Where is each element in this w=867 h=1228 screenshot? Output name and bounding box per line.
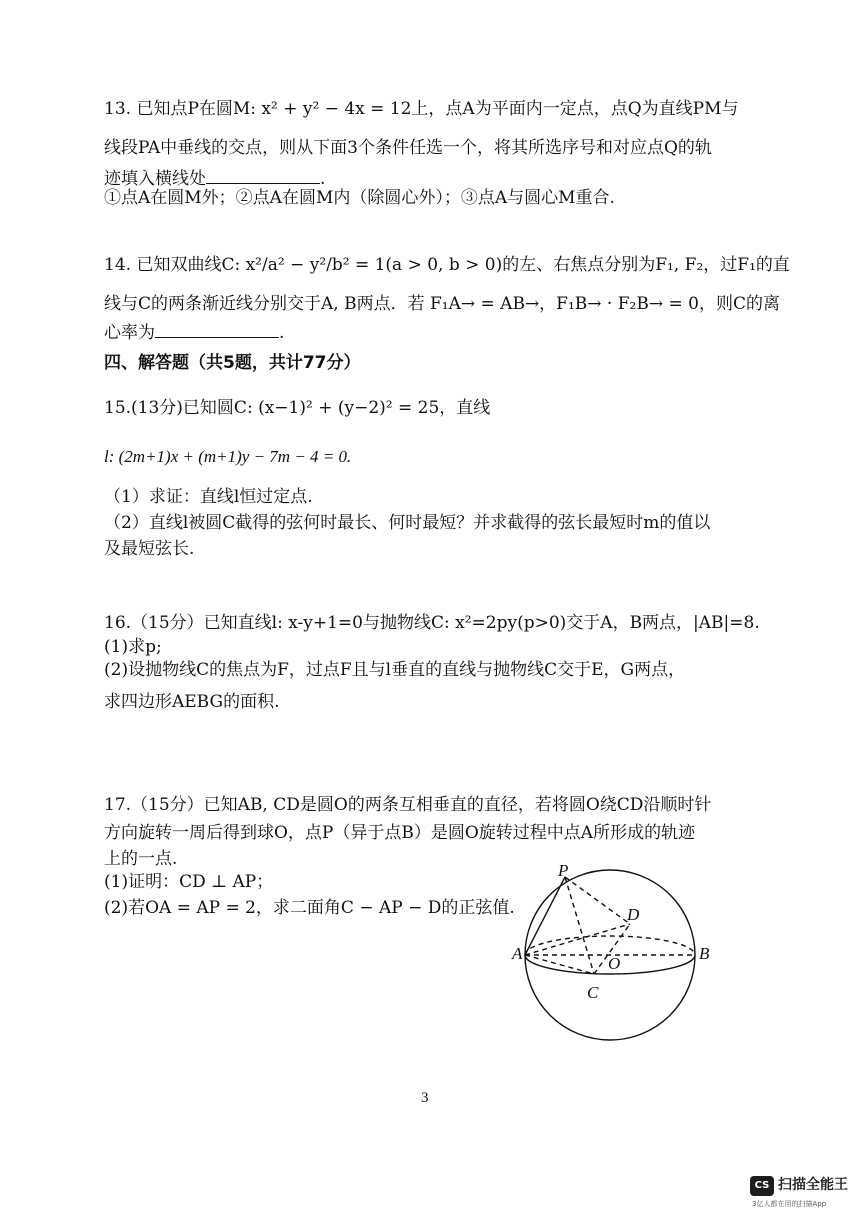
q16-part2b: 求四边形AEBG的面积. [104, 692, 280, 712]
q13-line1: 13. 已知点P在圆M: x² + y² − 4x = 12上，点A为平面内一定点，点Q为直线PM与 [104, 99, 739, 119]
q14-line3-text: 心率为 [104, 323, 155, 343]
watermark-name: 扫描全能王 [778, 1177, 848, 1193]
section-heading: 四、解答题（共5题，共计77分） [104, 353, 361, 373]
answer-blank [206, 167, 320, 184]
q13-line3-end: . [320, 169, 326, 189]
q14-line2: 线与C的两条渐近线分别交于A, B两点．若 F₁A→ = AB→，F₁B→ · F₂B→ = 0，则C的离 [104, 294, 780, 314]
camscanner-logo-icon: CS [750, 1176, 774, 1196]
q17-line3: 上的一点. [104, 849, 178, 869]
label-b: B [699, 944, 710, 963]
label-c: C [587, 983, 599, 1002]
q13-line3-text: 迹填入横线处 [104, 169, 206, 189]
segment-pc [565, 877, 594, 974]
scanner-watermark [750, 1166, 860, 1210]
q17-line2: 方向旋转一周后得到球O，点P（异于点B）是圆O旋转过程中点A所形成的轨迹 [104, 823, 696, 843]
q16-part1: (1)求p; [104, 637, 162, 657]
q13-options: ①点A在圆M外；②点A在圆M内（除圆心外）；③点A与圆心M重合. [104, 188, 615, 208]
q17-part2: (2)若OA = AP = 2，求二面角C − AP − D的正弦值. [104, 898, 515, 918]
watermark-subtitle: 3亿人都在用的扫描App [752, 1200, 827, 1208]
label-p: P [558, 861, 569, 880]
segment-pa [525, 877, 565, 955]
sphere-figure [508, 860, 723, 1045]
q15-part2b: 及最短弦长. [104, 539, 195, 559]
label-a: A [512, 944, 523, 963]
q14-line3 [104, 321, 284, 344]
q17-part1: (1)证明：CD ⊥ AP； [104, 872, 274, 892]
q15-line2: l: (2m+1)x + (m+1)y − 7m − 4 = 0. [104, 447, 352, 466]
label-d: D [627, 905, 640, 924]
q15-line1: 15.(13分)已知圆C: (x−1)² + (y−2)² = 25，直线 [104, 398, 491, 418]
q16-line1: 16.（15分）已知直线l: x-y+1=0与抛物线C: x²=2py(p>0)交于A，B两点，|AB|=8. [104, 613, 760, 633]
answer-blank [155, 321, 279, 338]
q14-line3-end: . [279, 323, 285, 343]
q15-part2a: （2）直线l被圆C截得的弦何时最长、何时最短？并求截得的弦长最短时m的值以 [104, 513, 711, 533]
q16-part2a: (2)设抛物线C的焦点为F，过点F且与l垂直的直线与抛物线C交于E，G两点， [104, 660, 686, 680]
page-number: 3 [421, 1090, 429, 1106]
q15-part1: （1）求证：直线l恒过定点. [104, 487, 313, 507]
label-o: O [608, 954, 621, 973]
segment-ad [525, 924, 630, 955]
q17-line1: 17.（15分）已知AB, CD是圆O的两条互相垂直的直径，若将圆O绕CD沿顺时针 [104, 795, 712, 815]
segment-pd [565, 877, 630, 924]
q13-line2: 线段PA中垂线的交点，则从下面3个条件任选一个，将其所选序号和对应点Q的轨 [104, 138, 712, 158]
q14-line1: 14. 已知双曲线C: x²/a² − y²/b² = 1(a > 0, b > 0)的左、右焦点分别为F₁, F₂，过F₁的直 [104, 255, 790, 275]
